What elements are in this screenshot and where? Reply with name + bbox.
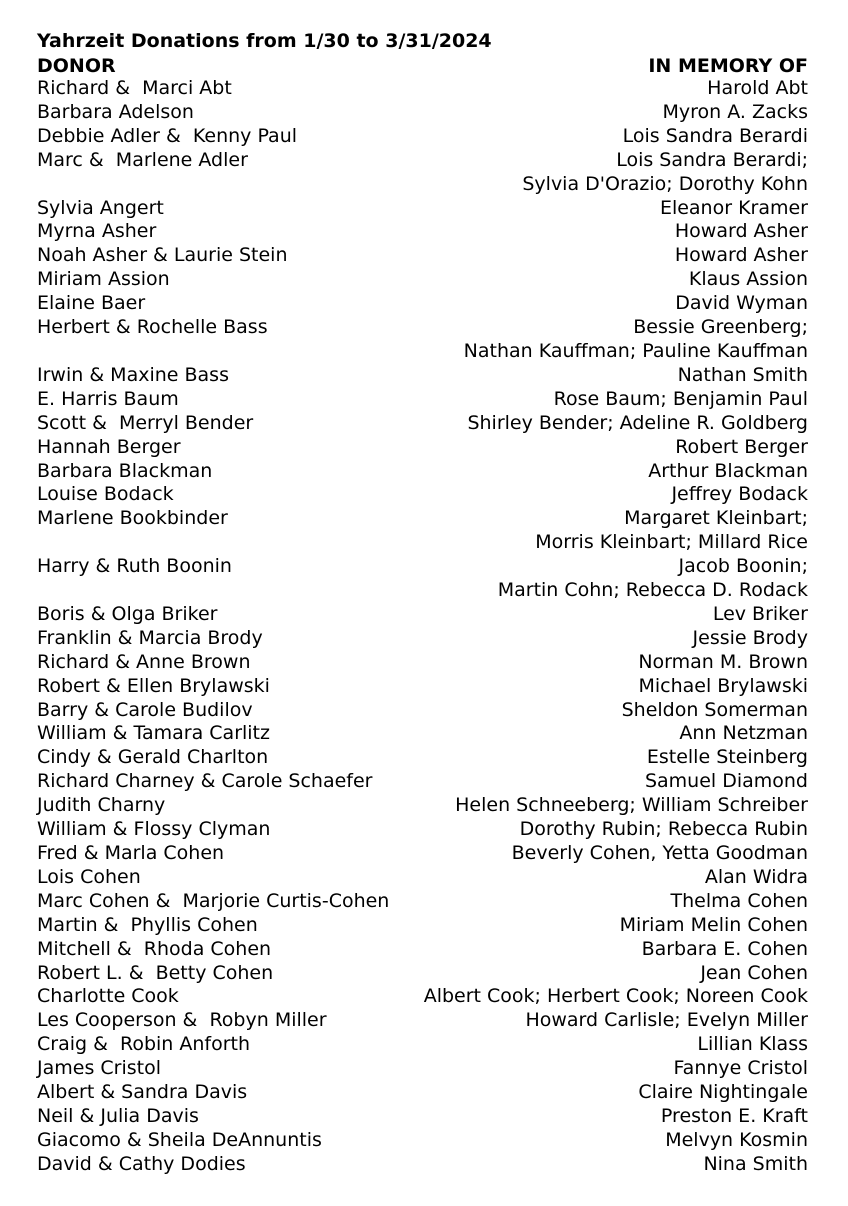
in-memory-of <box>642 938 808 962</box>
donor-name: Judith Charny <box>37 794 166 817</box>
memorial-name-line: Martin Cohn; Rebecca D. Rodack <box>497 579 808 602</box>
document-page <box>37 28 808 1177</box>
donor-name: Fred & Marla Cohen <box>37 842 225 864</box>
in-memory-of <box>665 1129 808 1153</box>
in-memory-of <box>671 483 808 507</box>
donor-name: Robert & Ellen Brylawski <box>37 674 270 697</box>
donation-entry <box>37 412 808 436</box>
in-memory-of <box>705 866 808 890</box>
in-memory-of <box>525 1009 808 1033</box>
memorial-name-line: Estelle Steinberg <box>646 746 808 769</box>
donor-name: Herbert & Rochelle Bass <box>37 316 268 339</box>
memorial-name-line: Nathan Smith <box>677 363 808 386</box>
donation-entry <box>37 1153 808 1177</box>
in-memory-of <box>713 603 808 627</box>
donation-entry <box>37 603 808 627</box>
memorial-name-line: Michael Brylawski <box>638 674 808 697</box>
memorial-name-line: David Wyman <box>675 292 808 315</box>
donation-entry <box>37 962 808 986</box>
memorial-name-line: Preston E. Kraft <box>660 1104 808 1127</box>
donation-entry <box>37 268 808 292</box>
donation-entry <box>37 794 808 818</box>
in-memory-of <box>622 699 808 723</box>
memorial-name-line: Howard Asher <box>674 244 808 267</box>
memorial-name-line: Klaus Assion <box>688 268 808 291</box>
donation-entry <box>37 627 808 651</box>
donation-entry <box>37 866 808 890</box>
donor-name: Barry & Carole Budilov <box>37 698 253 721</box>
donation-entry <box>37 818 808 842</box>
in-memory-of <box>671 890 808 914</box>
donor-name: Barbara Blackman <box>37 459 213 482</box>
donation-entry <box>37 483 808 507</box>
in-memory-of <box>623 125 808 149</box>
donor-name: Richard Charney & Carole Schaefer <box>37 770 373 793</box>
memorial-name-line: Myron A. Zacks <box>662 100 808 123</box>
donor-name: Albert & Sandra Davis <box>37 1081 248 1104</box>
donation-entry <box>37 460 808 484</box>
donor-name: Cindy & Gerald Charlton <box>37 746 269 769</box>
donation-entry <box>37 77 808 101</box>
donor-name: Hannah Berger <box>37 435 181 458</box>
memorial-name-line: Harold Abt <box>707 77 808 99</box>
in-memory-of <box>620 914 808 938</box>
in-memory-of <box>638 675 808 699</box>
donor-name: Scott & Merryl Bender <box>37 411 254 434</box>
memorial-name-line: Samuel Diamond <box>644 770 808 793</box>
in-memory-of <box>697 1033 808 1057</box>
memorial-name-line: Jean Cohen <box>700 961 808 984</box>
memorial-name-line: Howard Asher <box>674 220 808 243</box>
in-memory-of <box>661 1105 808 1129</box>
donor-name: Richard & Marci Abt <box>37 77 232 99</box>
memorial-name-line: Lois Sandra Berardi; <box>616 148 808 171</box>
donor-name: Louise Bodack <box>37 483 174 506</box>
memorial-name-line: Robert Berger <box>675 435 808 458</box>
memorial-name-line: Jessie Brody <box>692 626 808 649</box>
in-memory-of <box>693 627 808 651</box>
donor-name: Harry & Ruth Boonin <box>37 555 232 578</box>
donor-name: William & Tamara Carlitz <box>37 722 270 745</box>
donation-entry <box>37 244 808 268</box>
donation-entry <box>37 292 808 316</box>
in-memory-of <box>638 1081 808 1105</box>
donation-entry <box>37 1081 808 1105</box>
donation-entry <box>37 651 808 675</box>
memorial-name-line: Melvyn Kosmin <box>665 1128 808 1151</box>
memorial-name-line: Arthur Blackman <box>648 459 808 482</box>
memorial-name-line: Lev Briker <box>712 602 808 625</box>
in-memory-of <box>678 364 808 388</box>
in-memory-of <box>535 507 808 555</box>
donor-name: Barbara Adelson <box>37 100 194 123</box>
donor-name: Giacomo & Sheila DeAnnuntis <box>37 1128 322 1151</box>
memorial-name-line: Barbara E. Cohen <box>641 937 808 960</box>
donation-entry <box>37 1057 808 1081</box>
donation-entry <box>37 125 808 149</box>
donation-entry <box>37 985 808 1009</box>
donor-name: Miriam Assion <box>37 268 170 291</box>
donor-name: Robert L. & Betty Cohen <box>37 961 274 984</box>
donor-column-header: DONOR <box>37 55 116 77</box>
donor-name: Franklin & Marcia Brody <box>37 626 263 649</box>
memorial-name-line: Albert Cook; Herbert Cook; Noreen Cook <box>423 985 808 1008</box>
donation-entry <box>37 220 808 244</box>
donor-name: Myrna Asher <box>37 220 157 243</box>
donation-entry <box>37 436 808 460</box>
column-header-row <box>37 55 808 77</box>
donation-entry <box>37 1105 808 1129</box>
in-memory-of <box>703 1153 808 1177</box>
donor-name: E. Harris Baum <box>37 387 179 410</box>
donation-entry <box>37 1129 808 1153</box>
memorial-name-line: Howard Carlisle; Evelyn Miller <box>525 1009 808 1032</box>
memorial-name-line: Norman M. Brown <box>638 650 808 673</box>
donation-entry <box>37 1033 808 1057</box>
memorial-name-line: Morris Kleinbart; Millard Rice <box>535 531 808 554</box>
donation-entry <box>37 555 808 603</box>
memory-column-header: IN MEMORY OF <box>648 55 808 77</box>
donor-name: Boris & Olga Briker <box>37 602 218 625</box>
donation-list <box>37 77 808 1177</box>
in-memory-of <box>645 770 808 794</box>
donation-entry <box>37 1009 808 1033</box>
memorial-name-line: Miriam Melin Cohen <box>619 913 808 936</box>
memorial-name-line: Rose Baum; Benjamin Paul <box>553 387 808 410</box>
in-memory-of <box>648 460 808 484</box>
donor-name: Craig & Robin Anforth <box>37 1033 251 1056</box>
memorial-name-line: Alan Widra <box>704 865 808 888</box>
donor-name: Les Cooperson & Robyn Miller <box>37 1009 327 1032</box>
in-memory-of <box>675 436 808 460</box>
donation-entry <box>37 890 808 914</box>
donor-name: Debbie Adler & Kenny Paul <box>37 124 298 147</box>
donor-name: David & Cathy Dodies <box>37 1152 246 1175</box>
in-memory-of <box>464 316 808 364</box>
memorial-name-line: Jeffrey Bodack <box>671 483 808 506</box>
donor-name: Elaine Baer <box>37 292 146 315</box>
donation-entry <box>37 938 808 962</box>
in-memory-of <box>498 555 808 603</box>
in-memory-of <box>707 77 808 101</box>
donor-name: James Cristol <box>37 1057 161 1080</box>
page-title: Yahrzeit Donations from 1/30 to 3/31/2024 <box>37 30 492 52</box>
memorial-name-line: Nina Smith <box>703 1152 808 1175</box>
memorial-name-line: Fannye Cristol <box>673 1057 808 1080</box>
donation-entry <box>37 149 808 197</box>
donor-name: Noah Asher & Laurie Stein <box>37 244 288 267</box>
donor-name: William & Flossy Clyman <box>37 818 271 841</box>
memorial-name-line: Lillian Klass <box>697 1033 808 1056</box>
donation-entry <box>37 507 808 555</box>
in-memory-of <box>675 220 808 244</box>
donation-entry <box>37 722 808 746</box>
memorial-name-line: Dorothy Rubin; Rebecca Rubin <box>519 818 808 841</box>
donor-name: Neil & Julia Davis <box>37 1104 199 1127</box>
in-memory-of <box>647 746 808 770</box>
donor-name: Charlotte Cook <box>37 985 179 1008</box>
memorial-name-line: Nathan Kauffman; Pauline Kauffman <box>463 339 808 362</box>
donation-entry <box>37 746 808 770</box>
donation-entry <box>37 699 808 723</box>
in-memory-of <box>700 962 808 986</box>
memorial-name-line: Bessie Greenberg; <box>633 316 808 339</box>
in-memory-of <box>660 197 808 221</box>
donation-entry <box>37 770 808 794</box>
memorial-name-line: Jacob Boonin; <box>678 555 808 578</box>
memorial-name-line: Ann Netzman <box>679 722 808 745</box>
in-memory-of <box>520 818 808 842</box>
in-memory-of <box>638 651 808 675</box>
memorial-name-line: Beverly Cohen, Yetta Goodman <box>511 842 808 864</box>
donation-entry <box>37 842 808 866</box>
donation-entry <box>37 316 808 364</box>
donor-name: Martin & Phyllis Cohen <box>37 913 258 936</box>
memorial-name-line: Helen Schneeberg; William Schreiber <box>455 794 808 817</box>
in-memory-of <box>675 292 808 316</box>
in-memory-of <box>675 244 808 268</box>
in-memory-of <box>554 388 808 412</box>
donation-entry <box>37 914 808 938</box>
donor-name: Irwin & Maxine Bass <box>37 363 229 386</box>
memorial-name-line: Sylvia D'Orazio; Dorothy Kohn <box>522 172 808 195</box>
in-memory-of <box>522 149 808 197</box>
memorial-name-line: Margaret Kleinbart; <box>624 507 808 530</box>
in-memory-of <box>467 412 808 436</box>
donation-entry <box>37 675 808 699</box>
in-memory-of <box>674 1057 809 1081</box>
donor-name: Marlene Bookbinder <box>37 507 228 530</box>
in-memory-of <box>455 794 808 818</box>
donor-name: Richard & Anne Brown <box>37 650 251 673</box>
in-memory-of <box>679 722 808 746</box>
donation-entry <box>37 101 808 125</box>
memorial-name-line: Sheldon Somerman <box>621 698 808 721</box>
donation-entry <box>37 388 808 412</box>
donor-name: Marc & Marlene Adler <box>37 148 248 171</box>
in-memory-of <box>663 101 809 125</box>
donor-name: Mitchell & Rhoda Cohen <box>37 937 272 960</box>
donor-name: Sylvia Angert <box>37 196 164 219</box>
donor-name: Marc Cohen & Marjorie Curtis-Cohen <box>37 889 390 912</box>
in-memory-of <box>689 268 808 292</box>
memorial-name-line: Eleanor Kramer <box>659 196 808 219</box>
in-memory-of <box>512 842 808 866</box>
memorial-name-line: Lois Sandra Berardi <box>622 124 808 147</box>
in-memory-of <box>424 985 808 1009</box>
donor-name: Lois Cohen <box>37 865 141 888</box>
memorial-name-line: Claire Nightingale <box>638 1081 808 1104</box>
donation-entry <box>37 364 808 388</box>
memorial-name-line: Shirley Bender; Adeline R. Goldberg <box>467 411 808 434</box>
donation-entry <box>37 197 808 221</box>
memorial-name-line: Thelma Cohen <box>670 889 808 912</box>
